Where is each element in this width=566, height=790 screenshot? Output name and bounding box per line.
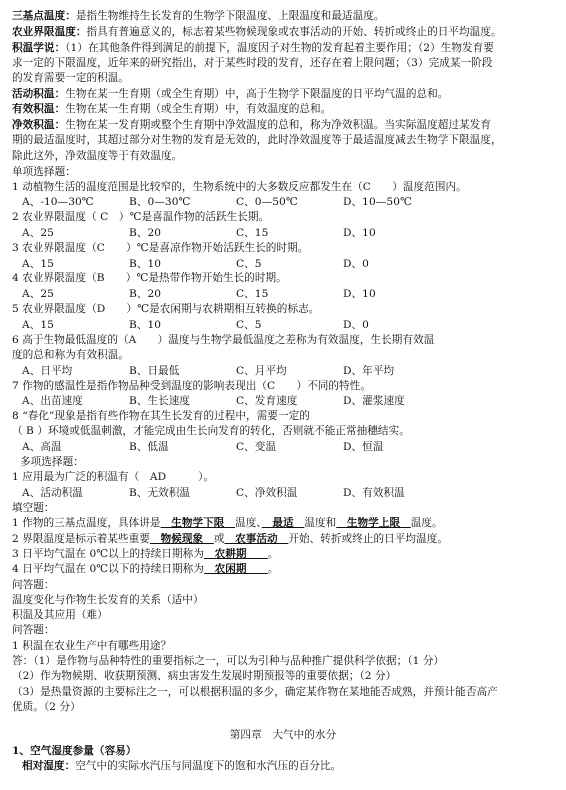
- fill-question: 4 日平均气温在 0℃以下的持续日期称为 农闲期 。: [12, 563, 279, 575]
- section-heading: 单项选择题：: [12, 166, 76, 178]
- question: 7 作物的感温性是指作物品种受到温度的影响表现出（C ）不同的特性。: [12, 380, 371, 392]
- def-line: 活动积温：生物在某一生育期（或全生育期）中，高于生物学下限温度的日平均气温的总和。: [12, 88, 449, 100]
- section-heading: 多项选择题：: [20, 456, 84, 468]
- options-row: A、15 B、10 C、5 D、0: [22, 319, 369, 331]
- chapter-title: 第四章 大气中的水分: [229, 729, 337, 741]
- question-cont: （ B ）环境或低温刺激，才能完成由生长向发育的转化，否则就不能正常抽穗结实。: [12, 425, 410, 437]
- fill-question: 3 日平均气温在 0℃以上的持续日期称为 农耕期 。: [12, 548, 279, 560]
- def-line: 求一定的下限温度，近年来的研究指出，对于某些时段的发育，还存在着上限问题；（3）完成某一阶段: [12, 57, 493, 69]
- answer-line: 答：（1）是作物与品种特性的重要指标之一，可以为引种与品种推广提供科学依据；（1 分）: [12, 655, 445, 667]
- question: 8 “春化”现象是指有些作物在其生长发育的过程中，需要一定的: [12, 410, 310, 422]
- options-row: A、25 B、20 C、15 D、10: [22, 288, 376, 300]
- section-heading: 问答题：: [12, 624, 55, 636]
- def-line: 净效积温：生物在某一发育期或整个生育期中净效温度的总和，称为净效积温。当实际温度超过某发育: [12, 119, 491, 131]
- options-row: A、高温 B、低温 C、变温 D、恒温: [22, 441, 384, 453]
- section-heading: 填空题：: [12, 502, 55, 514]
- answer-line: （3）是热量资源的主要标注之一，可以根据积温的多少，确定某作物在某地能否成熟，并预计能否高产: [12, 686, 498, 698]
- question: 5 农业界限温度（D ）℃是农闲期与农耕期相互转换的标志。: [12, 303, 320, 315]
- options-row: A、出苗速度 B、生长速度 C、发育速度 D、灌浆速度: [22, 395, 405, 407]
- answer-line: （2）作为物候期、收获期预测、病虫害发生发展时期预报等的重要依据；（2 分）: [12, 670, 397, 682]
- question: 1 动植物生活的温度范围是比较窄的，生物系统中的大多数反应都发生在（C ）温度范围内。: [12, 181, 467, 193]
- section-title: 1、空气湿度参量（容易）: [12, 745, 137, 757]
- def-line: 三基点温度：是指生物维持生长发育的生物学下限温度、上限温度和最适温度。: [12, 10, 385, 22]
- options-row: A、日平均 B、日最低 C、月平均 D、年平均: [22, 365, 395, 377]
- fill-question: 1 作物的三基点温度，具体讲是 生物学下限 温度、 最适 温度和 生物学上限 温度。: [12, 517, 443, 529]
- question: 6 高于生物最低温度的（A ）温度与生物学最低温度之差称为有效温度，生长期有效温: [12, 334, 435, 346]
- topic-line: 积温及其应用（难）: [12, 609, 108, 621]
- question: 2 农业界限温度（ C ）℃是喜温作物的活跃生长期。: [12, 211, 270, 223]
- def-line: 的发育需要一定的积温。: [12, 72, 130, 84]
- def-line: 有效积温：生物在某一生育期（或全生育期）中，有效温度的总和。: [12, 103, 332, 115]
- def-line: 除此这外，净效温度等于有效温度。: [12, 150, 183, 162]
- section-heading: 问答题：: [12, 579, 55, 591]
- options-row: A、活动积温 B、无效积温 C、净效积温 D、有效积温: [22, 487, 405, 499]
- fill-question: 2 界限温度是标示着某些重要 物候现象 或 农事活动 开始、转折或终止的日平均温度。: [12, 533, 448, 545]
- def-line: 相对湿度：空气中的实际水汽压与同温度下的饱和水汽压的百分比。: [22, 760, 342, 772]
- question-cont: 度的总和称为有效积温。: [12, 349, 130, 361]
- options-row: A、25 B、20 C、15 D、10: [22, 227, 376, 239]
- question: 4 农业界限温度（B ）℃是热带作物开始生长的时期。: [12, 272, 287, 284]
- options-row: A、15 B、10 C、5 D、0: [22, 258, 369, 270]
- def-line: 农业界限温度：指具有普遍意义的，标志着某些物候现象或农事活动的开始、转折或终止的日平均温度。: [12, 26, 502, 38]
- topic-line: 温度变化与作物生长发育的关系（适中）: [12, 594, 204, 606]
- answer-line: 优质。（2 分）: [12, 701, 81, 713]
- question: 3 农业界限温度（C ）℃是喜凉作物开始活跃生长的时期。: [12, 242, 309, 254]
- question: 1 积温在农业生产中有哪些用途？: [12, 640, 172, 652]
- def-line: 期的最适温度时，其超过部分对生物的发育是无效的，此时净效温度等于最适温度减去生物学下限温度，: [12, 134, 502, 146]
- options-row: A、-10—30℃ B、0—30℃ C、0—50℃ D、10—50℃: [22, 196, 412, 208]
- def-line: 积温学说：（1）在其他条件得到满足的前提下，温度因子对生物的发育起着主要作用；（2）生物发育要: [12, 42, 494, 54]
- question: 1 应用最为广泛的积温有（ AD ）。: [12, 471, 215, 483]
